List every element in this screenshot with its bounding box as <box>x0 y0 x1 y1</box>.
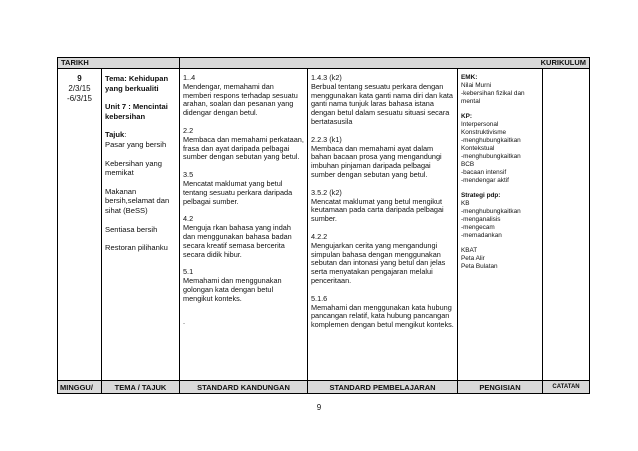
week-date-start: 2/3/15 <box>68 84 91 93</box>
pengisian-cell <box>458 69 543 381</box>
strategy-item: KB <box>461 200 470 207</box>
kbat-item: Peta Bulatan <box>461 263 498 270</box>
sk-code: 5.1 <box>183 267 194 277</box>
content-row <box>58 69 590 381</box>
footer-row <box>58 381 590 394</box>
kp-label: KP: <box>461 113 473 120</box>
strategy-label: Strategi pdp: <box>461 192 501 199</box>
sp-text: Mencatat maklumat yang betul mengikut keutamaan pada carta daripada pelbagai sumber. <box>311 196 444 224</box>
footer-sp: STANDARD PEMBELAJARAN <box>308 381 458 394</box>
week-cell <box>58 69 102 381</box>
topic-item: Restoran pilihanku <box>105 243 168 253</box>
page-number: 9 <box>316 403 322 412</box>
emk-item: Nilai Murni <box>461 82 492 89</box>
sp-code: 2.2.3 (k1) <box>311 134 342 144</box>
footer-sk: STANDARD KANDUNGAN <box>180 381 308 394</box>
kbat-label: KBAT <box>461 247 478 254</box>
strategy-item: -mengecam <box>461 224 495 231</box>
kp-item: BCB <box>461 161 475 168</box>
catatan-cell <box>543 69 590 381</box>
strategy-item: -memadankan <box>461 232 502 239</box>
topic-item: Makanan bersih,selamat dan sihat (BeSS) <box>105 186 170 215</box>
header-tarikh: TARIKH <box>58 58 180 69</box>
kp-item: Interpersonal <box>461 121 499 128</box>
topic-item: Sentiasa bersih <box>105 224 158 234</box>
sk-code: 1..4 <box>183 73 196 82</box>
kp-item: -bacaan intensif <box>461 169 507 176</box>
kbat-item: Peta Alir <box>461 255 485 262</box>
kp-item: -menghubungkaitkan <box>461 137 521 144</box>
unit-title: Unit 7 : Mencintai kebersihan <box>105 102 168 121</box>
kp-item: -mendengar aktif <box>461 177 509 184</box>
sp-code: 4.2.2 <box>311 231 328 241</box>
week-number: 9 <box>77 74 82 83</box>
kp-item: -menghubungkaitkan <box>461 153 521 160</box>
sk-end-mark: . <box>183 316 186 326</box>
theme-cell <box>102 69 180 381</box>
sp-text: Memahami dan menggunakan kata hubung pancangan relatif, kata hubung pancangan komplemen dengan betul mengikut konteks. <box>311 302 454 330</box>
sp-text: Berbual tentang sesuatu perkara dengan menggunakan kata ganti nama diri dan kata ganti nama tunjuk laras bahasa istana dengan betul dalam sesuatu situasi secara bertatasusila <box>311 81 453 126</box>
kp-item: Kontekstual <box>461 145 495 152</box>
sk-code: 4.2 <box>183 214 194 224</box>
header-kurikulum: KURIKULUM <box>180 58 590 69</box>
sp-text: Membaca dan memahami ayat dalam bahan bacaan prosa yang mengandungi imbuhan pinjaman daripada pelbagai sumber dengan sebutan yang betul. <box>311 143 442 179</box>
topic-item: Pasar yang bersih <box>105 139 167 149</box>
sk-code: 2.2 <box>183 125 194 135</box>
footer-tema: TEMA / TAJUK <box>102 381 180 394</box>
tajuk-label: Tajuk <box>105 130 125 140</box>
footer-catatan: CATATAN <box>543 381 590 394</box>
sp-code: 5.1.6 <box>311 293 328 303</box>
week-date-end: -6/3/15 <box>67 94 92 103</box>
strategy-item: -menghubungkaitkan <box>461 208 521 215</box>
kp-item: Konstruktivisme <box>461 129 507 136</box>
sk-code: 3.5 <box>183 170 194 180</box>
sk-text: Menguja rkan bahasa yang indah dan menggunakan bahasa badan secara kreatif semasa bercerita secara didik hibur. <box>183 223 292 259</box>
sk-text: Memahami dan menggunakan golongan kata dengan betul mengikut konteks. <box>183 276 282 303</box>
sk-text: Mendengar, memahami dan memberi respons terhadap sesuatu arahan, soalan dan pesanan yang didengar dengan betul. <box>183 81 298 118</box>
emk-label: EMK: <box>461 74 478 81</box>
footer-pengisian: PENGISIAN <box>458 381 543 394</box>
strategy-item: -menganalisis <box>461 216 501 223</box>
theme-title: Tema: Kehidupan yang berkualiti <box>105 74 169 93</box>
emk-item: -kebersihan fizikal dan mental <box>461 90 525 105</box>
topic-item: Kebersihan yang memikat <box>105 158 162 178</box>
sk-text: Membaca dan memahami perkataan, frasa dan ayat daripada pelbagai sumber dengan sebutan yang betul. <box>183 134 304 162</box>
sp-code: 3.5.2 (k2) <box>311 187 342 197</box>
standard-pembelajaran-cell <box>308 69 458 381</box>
sp-text: Mengujarkan cerita yang mengandungi simpulan bahasa dengan menggunakan sebutan dan intonasi yang betul dan jelas serta menyatakan pengajaran melalui penceritaan. <box>311 240 446 285</box>
header-row <box>58 58 590 69</box>
lesson-plan-table <box>57 57 590 394</box>
footer-minggu: MINGGU/ <box>58 381 102 394</box>
sk-text: Mencatat maklumat yang betul tentang sesuatu perkara daripada pelbagai sumber. <box>183 178 293 206</box>
tajuk-colon: : <box>124 130 127 140</box>
standard-kandungan-cell <box>180 69 308 381</box>
sp-code: 1.4.3 (k2) <box>311 73 342 82</box>
